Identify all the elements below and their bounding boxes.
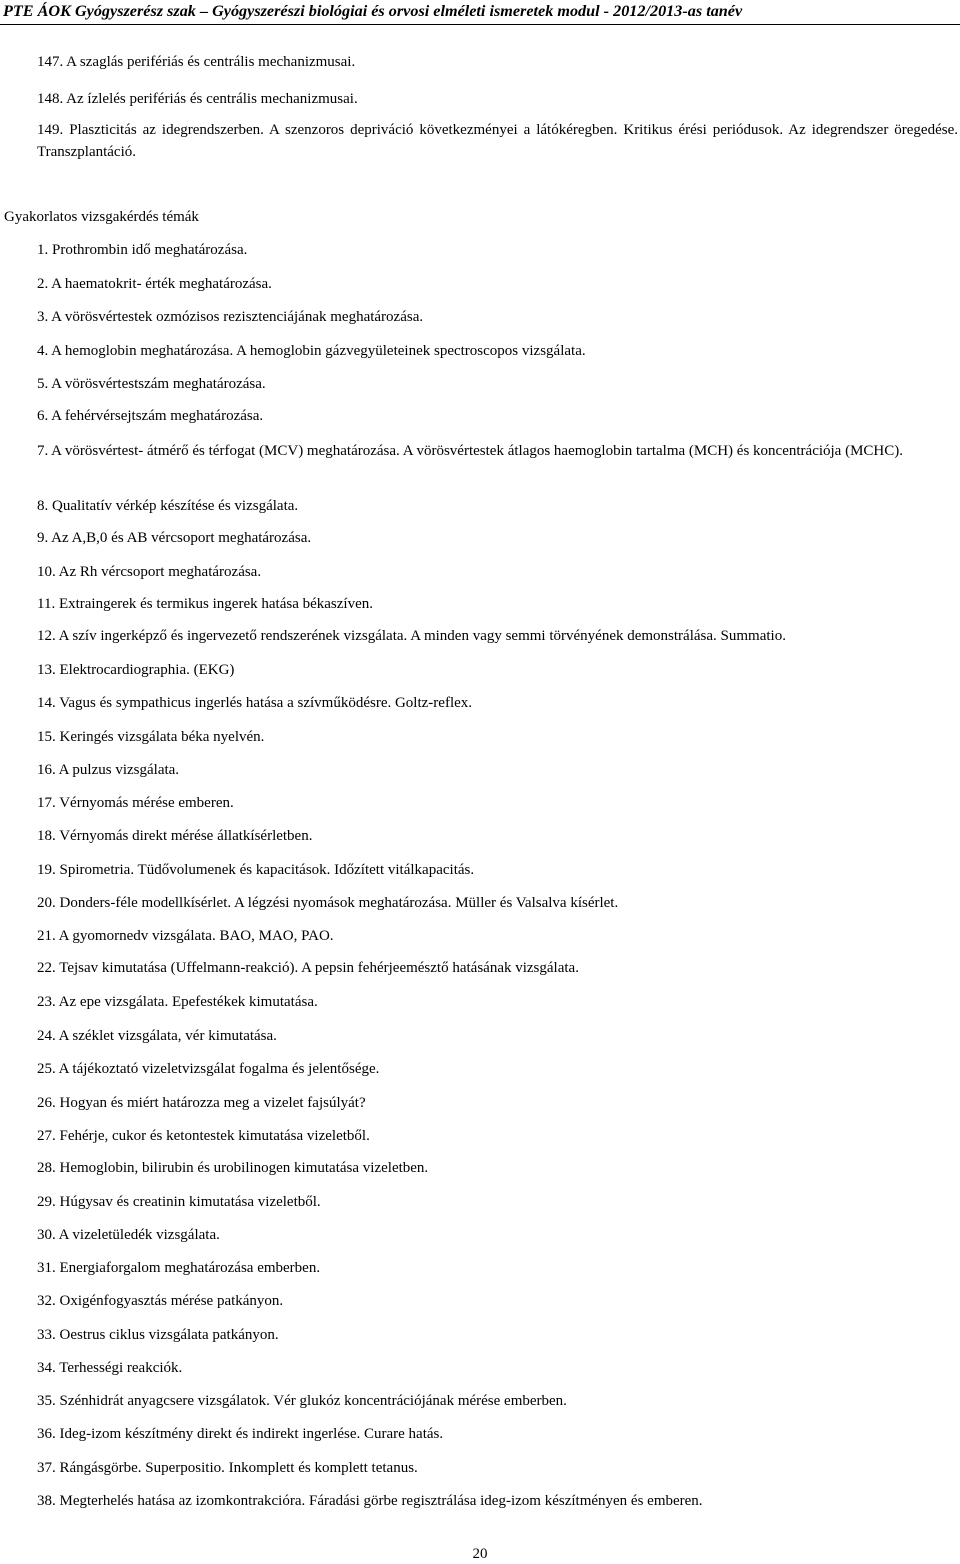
practical-item-26: 26. Hogyan és miért határozza meg a vizelet fajsúlyát?: [37, 1095, 366, 1111]
practical-item-35: 35. Szénhidrát anyagcsere vizsgálatok. Vér glukóz koncentrációjának mérése emberben.: [37, 1393, 567, 1409]
practical-item-5: 5. A vörösvértestszám meghatározása.: [37, 376, 266, 392]
practical-item-10: 10. Az Rh vércsoport meghatározása.: [37, 564, 262, 580]
practical-item-16: 16. A pulzus vizsgálata.: [37, 762, 180, 778]
practical-item-6: 6. A fehérvérsejtszám meghatározása.: [37, 408, 264, 424]
practical-item-22: 22. Tejsav kimutatása (Uffelmann-reakció). A pepsin fehérjeemésztő hatásának vizsgálata.: [37, 960, 579, 976]
practical-item-37: 37. Rángásgörbe. Superpositio. Inkomplett és komplett tetanus.: [37, 1460, 418, 1476]
practical-item-14: 14. Vagus és sympathicus ingerlés hatása a szívműködésre. Goltz-reflex.: [37, 695, 473, 711]
practical-item-28: 28. Hemoglobin, bilirubin és urobilinogen kimutatása vizeletben.: [37, 1160, 429, 1176]
practical-item-30: 30. A vizeletüledék vizsgálata.: [37, 1227, 220, 1243]
theory-item-147: 147. A szaglás perifériás és centrális mechanizmusai.: [37, 54, 356, 70]
practical-item-7: 7. A vörösvértest- átmérő és térfogat (MCV) meghatározása. A vörösvértestek átlagos haemoglobin tartalma (MCH) és koncentrációja (MCHC).: [37, 443, 904, 459]
practical-item-15: 15. Keringés vizsgálata béka nyelvén.: [37, 729, 265, 745]
section-title: Gyakorlatos vizsgakérdés témák: [4, 209, 199, 225]
practical-item-33: 33. Oestrus ciklus vizsgálata patkányon.: [37, 1327, 279, 1343]
practical-item-11: 11. Extraingerek és termikus ingerek hatása békaszíven.: [37, 596, 373, 612]
practical-item-24: 24. A széklet vizsgálata, vér kimutatása.: [37, 1028, 277, 1044]
practical-item-34: 34. Terhességi reakciók.: [37, 1360, 183, 1376]
practical-item-20: 20. Donders-féle modellkísérlet. A légzési nyomások meghatározása. Müller és Valsalva kísérlet.: [37, 895, 619, 911]
page-number: 20: [472, 1546, 488, 1562]
practical-item-17: 17. Vérnyomás mérése emberen.: [37, 795, 234, 811]
theory-item-149: 149. Plaszticitás az idegrendszerben. A szenzoros depriváció következményei a látókéregben. Kritikus érési periódusok. Az idegrendszer öregedése. Transzplantáció.: [37, 122, 958, 160]
practical-item-27: 27. Fehérje, cukor és ketontestek kimutatása vizeletből.: [37, 1128, 370, 1144]
practical-item-19: 19. Spirometria. Tüdővolumenek és kapacitások. Időzített vitálkapacitás.: [37, 862, 475, 878]
header-title: PTE ÁOK Gyógyszerész szak – Gyógyszerészi biológiai és orvosi elméleti ismeretek modul - 2012/2013-as tanév: [3, 2, 743, 20]
practical-item-21: 21. A gyomornedv vizsgálata. BAO, MAO, PAO.: [37, 928, 334, 944]
practical-item-36: 36. Ideg-izom készítmény direkt és indirekt ingerlése. Curare hatás.: [37, 1426, 444, 1442]
header-divider: [0, 24, 960, 25]
practical-item-25: 25. A tájékoztató vizeletvizsgálat fogalma és jelentősége.: [37, 1061, 380, 1077]
page-header: [0, 0, 960, 26]
practical-item-12: 12. A szív ingerképző és ingervezető rendszerének vizsgálata. A minden vagy semmi törvényének demonstrálása. Summatio.: [37, 628, 786, 644]
practical-item-4: 4. A hemoglobin meghatározása. A hemoglobin gázvegyületeinek spectroscopos vizsgálata.: [37, 343, 586, 359]
practical-item-32: 32. Oxigénfogyasztás mérése patkányon.: [37, 1293, 284, 1309]
practical-item-31: 31. Energiaforgalom meghatározása emberben.: [37, 1260, 321, 1276]
practical-item-8: 8. Qualitatív vérkép készítése és vizsgálata.: [37, 498, 299, 514]
practical-item-18: 18. Vérnyomás direkt mérése állatkísérletben.: [37, 828, 313, 844]
practical-item-3: 3. A vörösvértestek ozmózisos rezisztenciájának meghatározása.: [37, 309, 424, 325]
practical-item-2: 2. A haematokrit- érték meghatározása.: [37, 276, 272, 292]
theory-item-148: 148. Az ízlelés perifériás és centrális mechanizmusai.: [37, 91, 358, 107]
practical-item-1: 1. Prothrombin idő meghatározása.: [37, 242, 248, 258]
practical-item-38: 38. Megterhelés hatása az izomkontrakcióra. Fáradási görbe regisztrálása ideg-izom készítményen és emberen.: [37, 1493, 703, 1509]
practical-item-23: 23. Az epe vizsgálata. Epefestékek kimutatása.: [37, 994, 318, 1010]
practical-item-13: 13. Elektrocardiographia. (EKG): [37, 662, 235, 678]
practical-item-9: 9. Az A,B,0 és AB vércsoport meghatározása.: [37, 530, 312, 546]
practical-item-29: 29. Húgysav és creatinin kimutatása vizeletből.: [37, 1194, 321, 1210]
